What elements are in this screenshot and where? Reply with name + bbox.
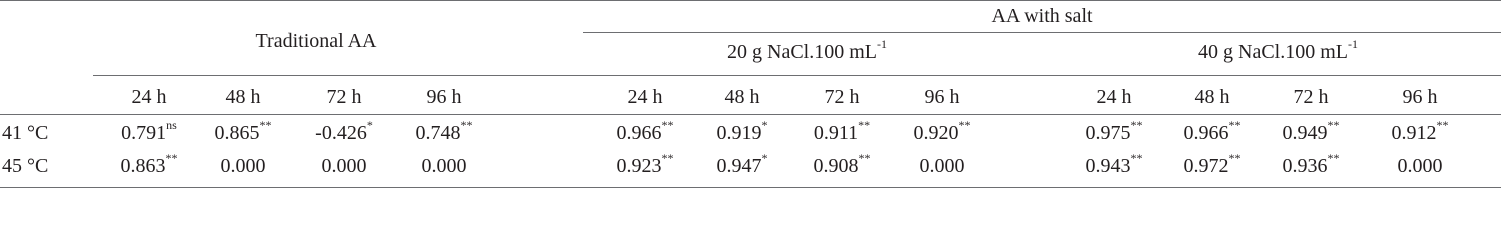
table-cell	[1398, 155, 1443, 177]
significance-mark: **	[661, 118, 674, 133]
table-cell	[813, 118, 871, 144]
time-header-cell: 24 h	[627, 86, 663, 108]
table-top-rule	[0, 0, 1501, 1]
cell-value: 0.947	[716, 155, 762, 177]
table-cell	[1391, 118, 1449, 144]
significance-mark: **	[858, 151, 871, 166]
cell-value: 0.908	[813, 155, 859, 177]
cell-value: 0.000	[321, 155, 367, 177]
cell-value: 0.920	[913, 122, 959, 144]
table-cell	[315, 118, 373, 144]
cell-value: 0.865	[214, 122, 260, 144]
cell-value: 0.949	[1282, 122, 1328, 144]
significance-mark: *	[761, 151, 768, 166]
cell-value: 0.919	[716, 122, 762, 144]
table-cell	[1085, 151, 1143, 177]
cell-value: 0.943	[1085, 155, 1131, 177]
cell-value: 0.966	[616, 122, 662, 144]
table-cell	[716, 118, 768, 144]
significance-mark: **	[1436, 118, 1449, 133]
salt-group-rule	[583, 32, 1501, 33]
significance-mark: **	[661, 151, 674, 166]
table-cell	[813, 151, 871, 177]
cell-value: 0.972	[1183, 155, 1229, 177]
group-header-aa-with-salt: AA with salt	[991, 5, 1093, 27]
table-cell	[1183, 151, 1241, 177]
significance-mark: **	[1327, 118, 1340, 133]
significance-mark: **	[1327, 151, 1340, 166]
time-header-cell: 96 h	[426, 86, 462, 108]
cell-value: -0.426	[315, 122, 367, 144]
time-header-cell: 72 h	[1293, 86, 1329, 108]
table-cell	[716, 151, 768, 177]
time-header-cell: 96 h	[1402, 86, 1438, 108]
table-bottom-rule	[0, 187, 1501, 188]
time-header-top-rule	[93, 75, 1501, 76]
time-header-cell: 72 h	[824, 86, 860, 108]
table-cell	[913, 118, 971, 144]
subgroup-header-40g-nacl: 40 g NaCl.100 $mL^{-1}$	[1198, 37, 1358, 63]
significance-mark: ns	[166, 118, 177, 133]
table-cell	[1183, 118, 1241, 144]
significance-mark: **	[460, 118, 473, 133]
table-cell	[322, 155, 367, 177]
cell-value: 0.923	[616, 155, 662, 177]
time-header-cell: 96 h	[924, 86, 960, 108]
table-cell	[415, 118, 473, 144]
time-header-cell: 72 h	[326, 86, 362, 108]
cell-value: 0.863	[120, 155, 166, 177]
row-label: 41 °C	[2, 122, 49, 144]
table-cell	[1085, 118, 1143, 144]
row-label: 45 °C	[2, 155, 49, 177]
cell-value: 0.911	[813, 122, 859, 144]
table-cell	[616, 118, 674, 144]
significance-mark: **	[259, 118, 272, 133]
significance-mark: **	[1130, 118, 1143, 133]
significance-mark: **	[958, 118, 971, 133]
cell-value: 0.975	[1085, 122, 1131, 144]
time-header-cell: 48 h	[1194, 86, 1230, 108]
table-cell	[121, 118, 177, 144]
table-cell	[1282, 151, 1340, 177]
table-cell	[214, 118, 272, 144]
cell-value: 0.748	[415, 122, 461, 144]
table-cell	[120, 151, 178, 177]
table-cell	[422, 155, 467, 177]
significance-mark: **	[1130, 151, 1143, 166]
significance-mark: **	[1228, 118, 1241, 133]
cell-value: 0.912	[1391, 122, 1437, 144]
significance-mark: **	[858, 118, 871, 133]
time-header-cell: 24 h	[131, 86, 167, 108]
table-cell	[1282, 118, 1340, 144]
cell-value: 0.000	[1397, 155, 1443, 177]
time-header-cell: 48 h	[225, 86, 261, 108]
time-header-cell: 48 h	[724, 86, 760, 108]
header-bottom-rule	[0, 114, 1501, 115]
group-header-traditional-aa: Traditional AA	[255, 30, 377, 52]
cell-value: 0.000	[919, 155, 965, 177]
cell-value: 0.791	[121, 122, 167, 144]
cell-value: 0.936	[1282, 155, 1328, 177]
significance-mark: **	[1228, 151, 1241, 166]
table-cell	[616, 151, 674, 177]
significance-mark: *	[761, 118, 768, 133]
significance-mark: **	[165, 151, 178, 166]
time-header-cell: 24 h	[1096, 86, 1132, 108]
cell-value: 0.000	[220, 155, 266, 177]
subgroup-header-20g-nacl: 20 g NaCl.100 $mL^{-1}$	[727, 37, 887, 63]
table-cell	[920, 155, 965, 177]
cell-value: 0.000	[421, 155, 467, 177]
cell-value: 0.966	[1183, 122, 1229, 144]
table-cell	[221, 155, 266, 177]
significance-mark: *	[366, 118, 373, 133]
